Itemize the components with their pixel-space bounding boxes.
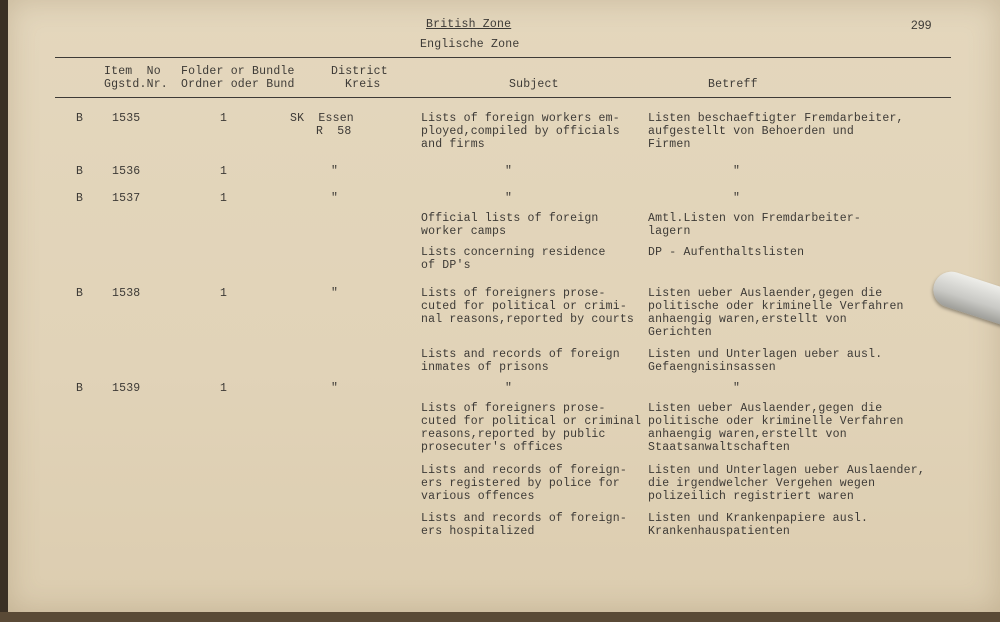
row-item-number: 1536: [112, 165, 141, 178]
col-folder-de: Ordner oder Bund: [181, 78, 295, 91]
row-letter: B: [76, 165, 84, 178]
row-betreff: Listen ueber Auslaender,gegen die politische oder kriminelle Verfahren anhaengig waren,erstellt von Staatsanwaltschaften: [648, 402, 904, 454]
row-betreff: ": [733, 192, 741, 205]
col-folder-en: Folder or Bundle: [181, 65, 295, 78]
col-item-de: Ggstd.Nr.: [104, 78, 168, 91]
row-letter: B: [76, 192, 84, 205]
row-subject: Lists of foreigners prose- cuted for political or crimi- nal reasons,reported by courts: [421, 287, 635, 326]
row-subject: Lists and records of foreign- ers registered by police for various offences: [421, 464, 627, 503]
row-subject: Lists and records of foreign- ers hospitalized: [421, 512, 627, 538]
zone-title-en: British Zone: [426, 18, 512, 31]
row-subject: Lists of foreigners prose- cuted for political or criminal reasons,reported by public prosecuter's offices: [421, 402, 642, 454]
row-item-number: 1535: [112, 112, 141, 125]
col-betreff: Betreff: [708, 78, 758, 91]
row-district: ": [331, 287, 339, 300]
page-edge: [0, 612, 1000, 622]
row-folder-count: 1: [220, 287, 228, 300]
row-letter: B: [76, 112, 84, 125]
row-betreff: Listen beschaeftigter Fremdarbeiter, aufgestellt von Behoerden und Firmen: [648, 112, 904, 151]
header-top-rule: [55, 57, 951, 58]
row-letter: B: [76, 287, 84, 300]
row-district-ref: R 58: [316, 125, 352, 138]
row-district: ": [331, 192, 339, 205]
col-district-en: District: [331, 65, 388, 78]
row-betreff: ": [733, 382, 741, 395]
col-item-en: Item No: [104, 65, 161, 78]
row-district: SK Essen: [290, 112, 354, 125]
row-item-number: 1539: [112, 382, 141, 395]
row-folder-count: 1: [220, 382, 228, 395]
row-subject: ": [505, 165, 513, 178]
row-subject: ": [505, 192, 513, 205]
row-betreff: Listen und Unterlagen ueber Auslaender, die irgendwelcher Vergehen wegen polizeilich registriert waren: [648, 464, 925, 503]
col-subject: Subject: [509, 78, 559, 91]
row-subject: Lists of foreign workers em- ployed,compiled by officials and firms: [421, 112, 620, 151]
row-betreff: Amtl.Listen von Fremdarbeiter- lagern: [648, 212, 862, 238]
row-folder-count: 1: [220, 165, 228, 178]
row-folder-count: 1: [220, 112, 228, 125]
row-betreff: Listen und Unterlagen ueber ausl. Gefaengnisinsassen: [648, 348, 883, 374]
row-betreff: Listen ueber Auslaender,gegen die politische oder kriminelle Verfahren anhaengig waren,erstellt von Gerichten: [648, 287, 904, 339]
row-subject: Lists and records of foreign inmates of prisons: [421, 348, 620, 374]
row-folder-count: 1: [220, 192, 228, 205]
zone-title-de: Englische Zone: [420, 38, 520, 51]
row-district: ": [331, 165, 339, 178]
row-betreff: ": [733, 165, 741, 178]
col-district-de: Kreis: [345, 78, 381, 91]
row-betreff: DP - Aufenthaltslisten: [648, 246, 805, 259]
row-betreff: Listen und Krankenpapiere ausl. Krankenhauspatienten: [648, 512, 869, 538]
row-district: ": [331, 382, 339, 395]
row-subject: Official lists of foreign worker camps: [421, 212, 599, 238]
row-item-number: 1537: [112, 192, 141, 205]
row-letter: B: [76, 382, 84, 395]
header-bottom-rule: [55, 97, 951, 98]
row-subject: ": [505, 382, 513, 395]
row-subject: Lists concerning residence of DP's: [421, 246, 606, 272]
row-item-number: 1538: [112, 287, 141, 300]
page-number: 299: [911, 18, 932, 32]
